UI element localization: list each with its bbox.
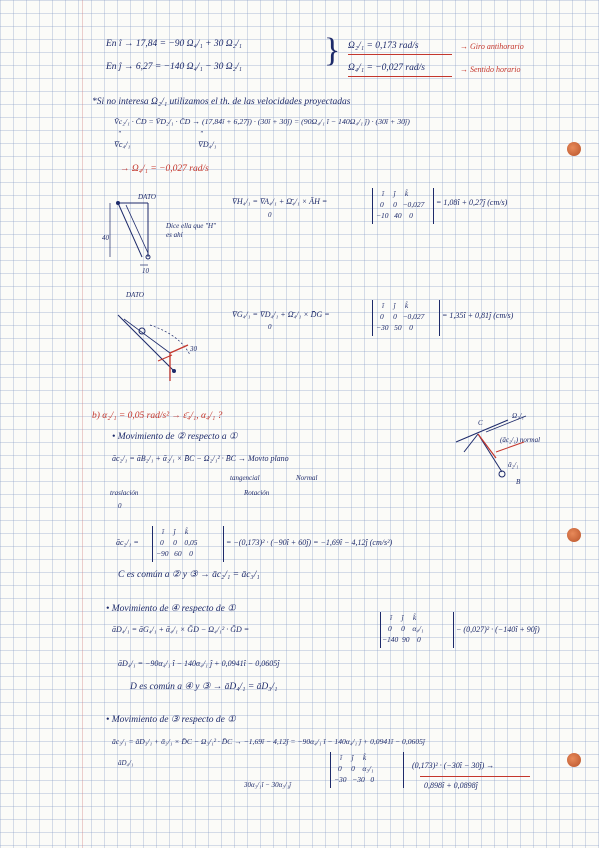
note-projection: *Si no interesa Ω₂/₁ utilizamos el th. de las velocidades proyectadas (92, 97, 351, 107)
ac21-prefix: āc₂/₁ = (116, 538, 139, 547)
equals-mark-b: " (200, 130, 203, 138)
result-omega41-underline (348, 76, 452, 77)
mov3-row3: −30 −30 0 (334, 775, 375, 784)
mov1-equation: āc₂/₁ = āB₂/₁ + ᾱ₂/₁ × B̄C − Ω₂/₁² · B̄C → Movto plano (112, 454, 289, 463)
sketch2-dim-30: 30 (190, 345, 197, 353)
diagram-alpha21: ᾱ₂/₁ (508, 461, 519, 469)
diagram-c-label: C (478, 419, 483, 427)
mov2-row1: î ĵ k̂ (390, 613, 417, 622)
projection-vd41: V̄D₄/₁ (198, 140, 217, 149)
mov1-heading: • Movimiento de ② respecto a ① (112, 432, 238, 442)
vh-prefix: V̄H₄/₁ = V̄A₄/₁ + Ω̄₄/₁ × ĀH = (232, 197, 328, 206)
sketch1-note: Dice ella que "H" es ahí (166, 222, 217, 239)
mov3-last: 30α₃/₁î − 30α₃/₁ĵ (244, 781, 292, 789)
mov1-zero: 0 (118, 502, 122, 510)
mov3-heading: • Movimiento de ③ respecto de ① (106, 715, 236, 725)
mov3-row2: 0 0 α₃/₁ (338, 764, 374, 773)
vg-row1: î ĵ k̂ (382, 301, 409, 310)
ac21-row1: î ĵ k̂ (162, 527, 189, 536)
linkage-sketch-1 (100, 195, 180, 285)
binder-hole-bottom (567, 753, 581, 767)
projection-result: → Ω₄/₁ = −0,027 rad/s (120, 164, 209, 174)
vg-result: = 1,35î + 0,81ĵ (cm/s) (442, 311, 514, 320)
aD-equation: āD₄/₁ = −90α₄/₁ î − 140α₄/₁ ĵ + 0,0941î − 0,0605ĵ (118, 659, 280, 668)
mov2-row2: 0 0 α₄/₁ (388, 624, 424, 633)
vh-result: = 1,08î + 0,27ĵ (cm/s) (436, 198, 508, 207)
system-brace: } (324, 32, 341, 69)
vh-zero: 0 (268, 211, 272, 219)
diagram-omega21: Ω₂/₁ (512, 412, 524, 420)
mov2-result: − (0,027)² · (−140î + 90ĵ) (456, 625, 540, 634)
mov2-row3: −140 90 0 (382, 635, 421, 644)
mov3-equation: āc₃/₁ = āD₃/₁ + ᾱ₃/₁ × D̄C − Ω₃/₁² · D̄C → −1,69î − 4,12ĵ = −90α₄/₁ î − 140α₄/₁ ĵ + 0,0941î − 0,0605ĵ (112, 737, 426, 746)
vg-row2: 0 0 −0,027 (380, 312, 425, 321)
vg-prefix: V̄G₄/₁ = V̄D₄/₁ + Ω̄₄/₁ × D̄G = (232, 310, 330, 319)
mov3-row1: î ĵ k̂ (340, 753, 367, 762)
mov3-sub: āD₄/₁ (118, 759, 134, 767)
margin-line (82, 0, 83, 848)
result-omega41-note: → Sentido horario (460, 65, 521, 74)
result-omega21: Ω₂/₁ = 0,173 rad/s (348, 41, 419, 51)
common-d: D es común a ④ y ③ → āD₄/₁ = āD₃/₁ (130, 682, 278, 692)
eq-i: En î → 17,84 = −90 Ω₄/₁ + 30 Ω₂/₁ (106, 39, 242, 49)
result-omega41: Ω₄/₁ = −0,027 rad/s (348, 63, 425, 73)
result-omega21-underline (348, 54, 452, 55)
ac21-row2: 0 0 0,05 (160, 538, 198, 547)
vg-zero: 0 (268, 323, 272, 331)
ac21-row3: −90 60 0 (156, 549, 193, 558)
eq-j: En ĵ → 6,27 = −140 Ω₄/₁ − 30 Ω₂/₁ (106, 62, 242, 72)
binder-hole-top (567, 142, 581, 156)
projection-equation: V̄c₂/₁ · C̄D = V̄D₂/₁ · C̄D → (17,84î + 6,27ĵ) · (30î + 30ĵ) = (90Ω₄/₁ î − 140Ω₄/₁ ĵ) · (30î + 30ĵ) (114, 117, 410, 126)
mov1-rotacion: Rotación (244, 489, 270, 497)
mov2-prefix: āD₄/₁ = āG₄/₁ + ᾱ₄/₁ × ḠD − Ω₄/₁² · ḠD = (112, 625, 250, 634)
diagram-b-label: B (516, 478, 521, 486)
ac21-result: = −(0,173)² · (−90î + 60ĵ) = −1,69î − 4,12ĵ (cm/s²) (226, 538, 393, 547)
common-c: C es común a ② y ③ → āc₂/₁ = āc₃/₁ (118, 570, 260, 580)
sketch1-dim-40: 40 (102, 234, 109, 242)
vg-row3: −30 50 0 (376, 323, 413, 332)
mov3-result: 0,898î + 0,0898ĵ (424, 781, 478, 790)
equals-mark-a: " (118, 130, 121, 138)
linkage-sketch-2 (110, 305, 200, 385)
sketch1-dim-10: 10 (142, 267, 149, 275)
result-omega21-note: → Giro antihorario (460, 42, 524, 51)
part-b-heading: b) α₂/₁ = 0,05 rad/s² → ε̄₄/₁, α₄/₁ ? (92, 411, 223, 421)
acceleration-diagram (436, 412, 576, 492)
mov3-tail: (0,173)² · (−30î − 30ĵ) → (412, 761, 495, 770)
sketch1-dato: DATO (138, 193, 156, 201)
vh-row1: î ĵ k̂ (382, 189, 409, 198)
diagram-normal: (āc₂/₁) normal (500, 436, 541, 444)
mov1-tangencial: tangencial (230, 474, 260, 482)
mov2-heading: • Movimiento de ④ respecto de ① (106, 604, 236, 614)
vh-row2: 0 0 −0,027 (380, 200, 425, 209)
mov1-normal: Normal (296, 474, 318, 482)
vh-row3: −10 40 0 (376, 211, 413, 220)
binder-hole-middle (567, 528, 581, 542)
mov3-tail-underline (420, 776, 530, 777)
mov1-traslacion: traslación (110, 489, 139, 497)
sketch2-dato: DATO (126, 291, 144, 299)
projection-vc41: V̄c₄/₁ (114, 140, 131, 149)
